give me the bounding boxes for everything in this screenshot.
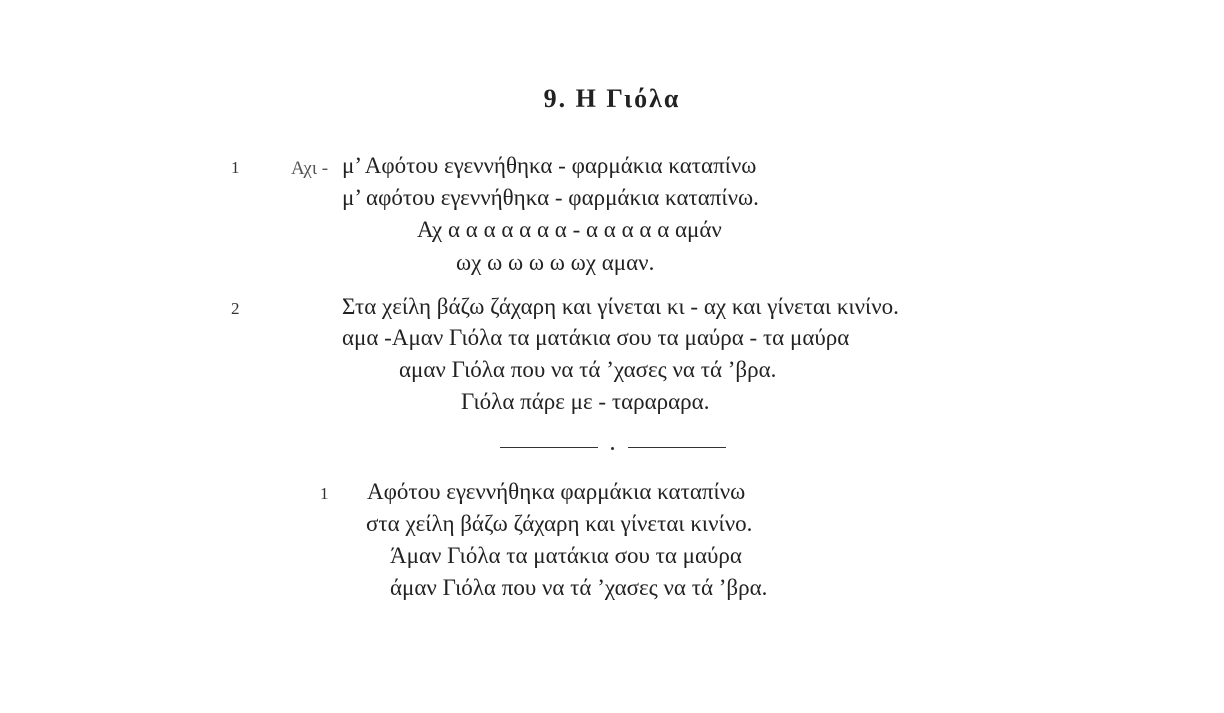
- verse-line: στα χείλη βάζω ζάχαρη και γίνεται κινίνο.: [366, 511, 753, 536]
- divider-dot: [611, 447, 614, 450]
- divider-line-right: [628, 447, 726, 448]
- page-title: 9. Η Γιόλα: [543, 84, 681, 113]
- verse-number: 1: [231, 158, 240, 177]
- verse-line: Αχ α α α α α α α - α α α α α αμάν: [417, 217, 722, 242]
- verse-prefix: Αχι -: [291, 158, 329, 179]
- verse-line: άμαν Γιόλα που να τά ’χασες να τά ’βρα.: [390, 575, 768, 600]
- verse-number: 1: [320, 484, 329, 503]
- verse-line: αμαν Γιόλα που να τά ’χασες να τά ’βρα.: [399, 357, 777, 382]
- verse-line: μ’ Αφότου εγεννήθηκα - φαρμάκια καταπίνω: [342, 153, 757, 178]
- verse-line: Άμαν Γιόλα τα ματάκια σου τα μαύρα: [390, 543, 742, 568]
- divider-line-left: [500, 447, 598, 448]
- verse-line: μ’ αφότου εγεννήθηκα - φαρμάκια καταπίνω.: [342, 185, 759, 210]
- section-divider: [500, 438, 726, 452]
- verse-line: ωχ ω ω ω ω ωχ αμαν.: [456, 250, 655, 275]
- verse-line: Γιόλα πάρε με - ταραραρα.: [461, 389, 710, 414]
- verse-line: Αφότου εγεννήθηκα φαρμάκια καταπίνω: [367, 479, 746, 504]
- verse-line: Στα χείλη βάζω ζάχαρη και γίνεται κι - αχ και γίνεται κινίνο.: [342, 294, 899, 319]
- verse-number: 2: [231, 299, 240, 318]
- verse-line: αμα -Αμαν Γιόλα τα ματάκια σου τα μαύρα - τα μαύρα: [342, 325, 850, 350]
